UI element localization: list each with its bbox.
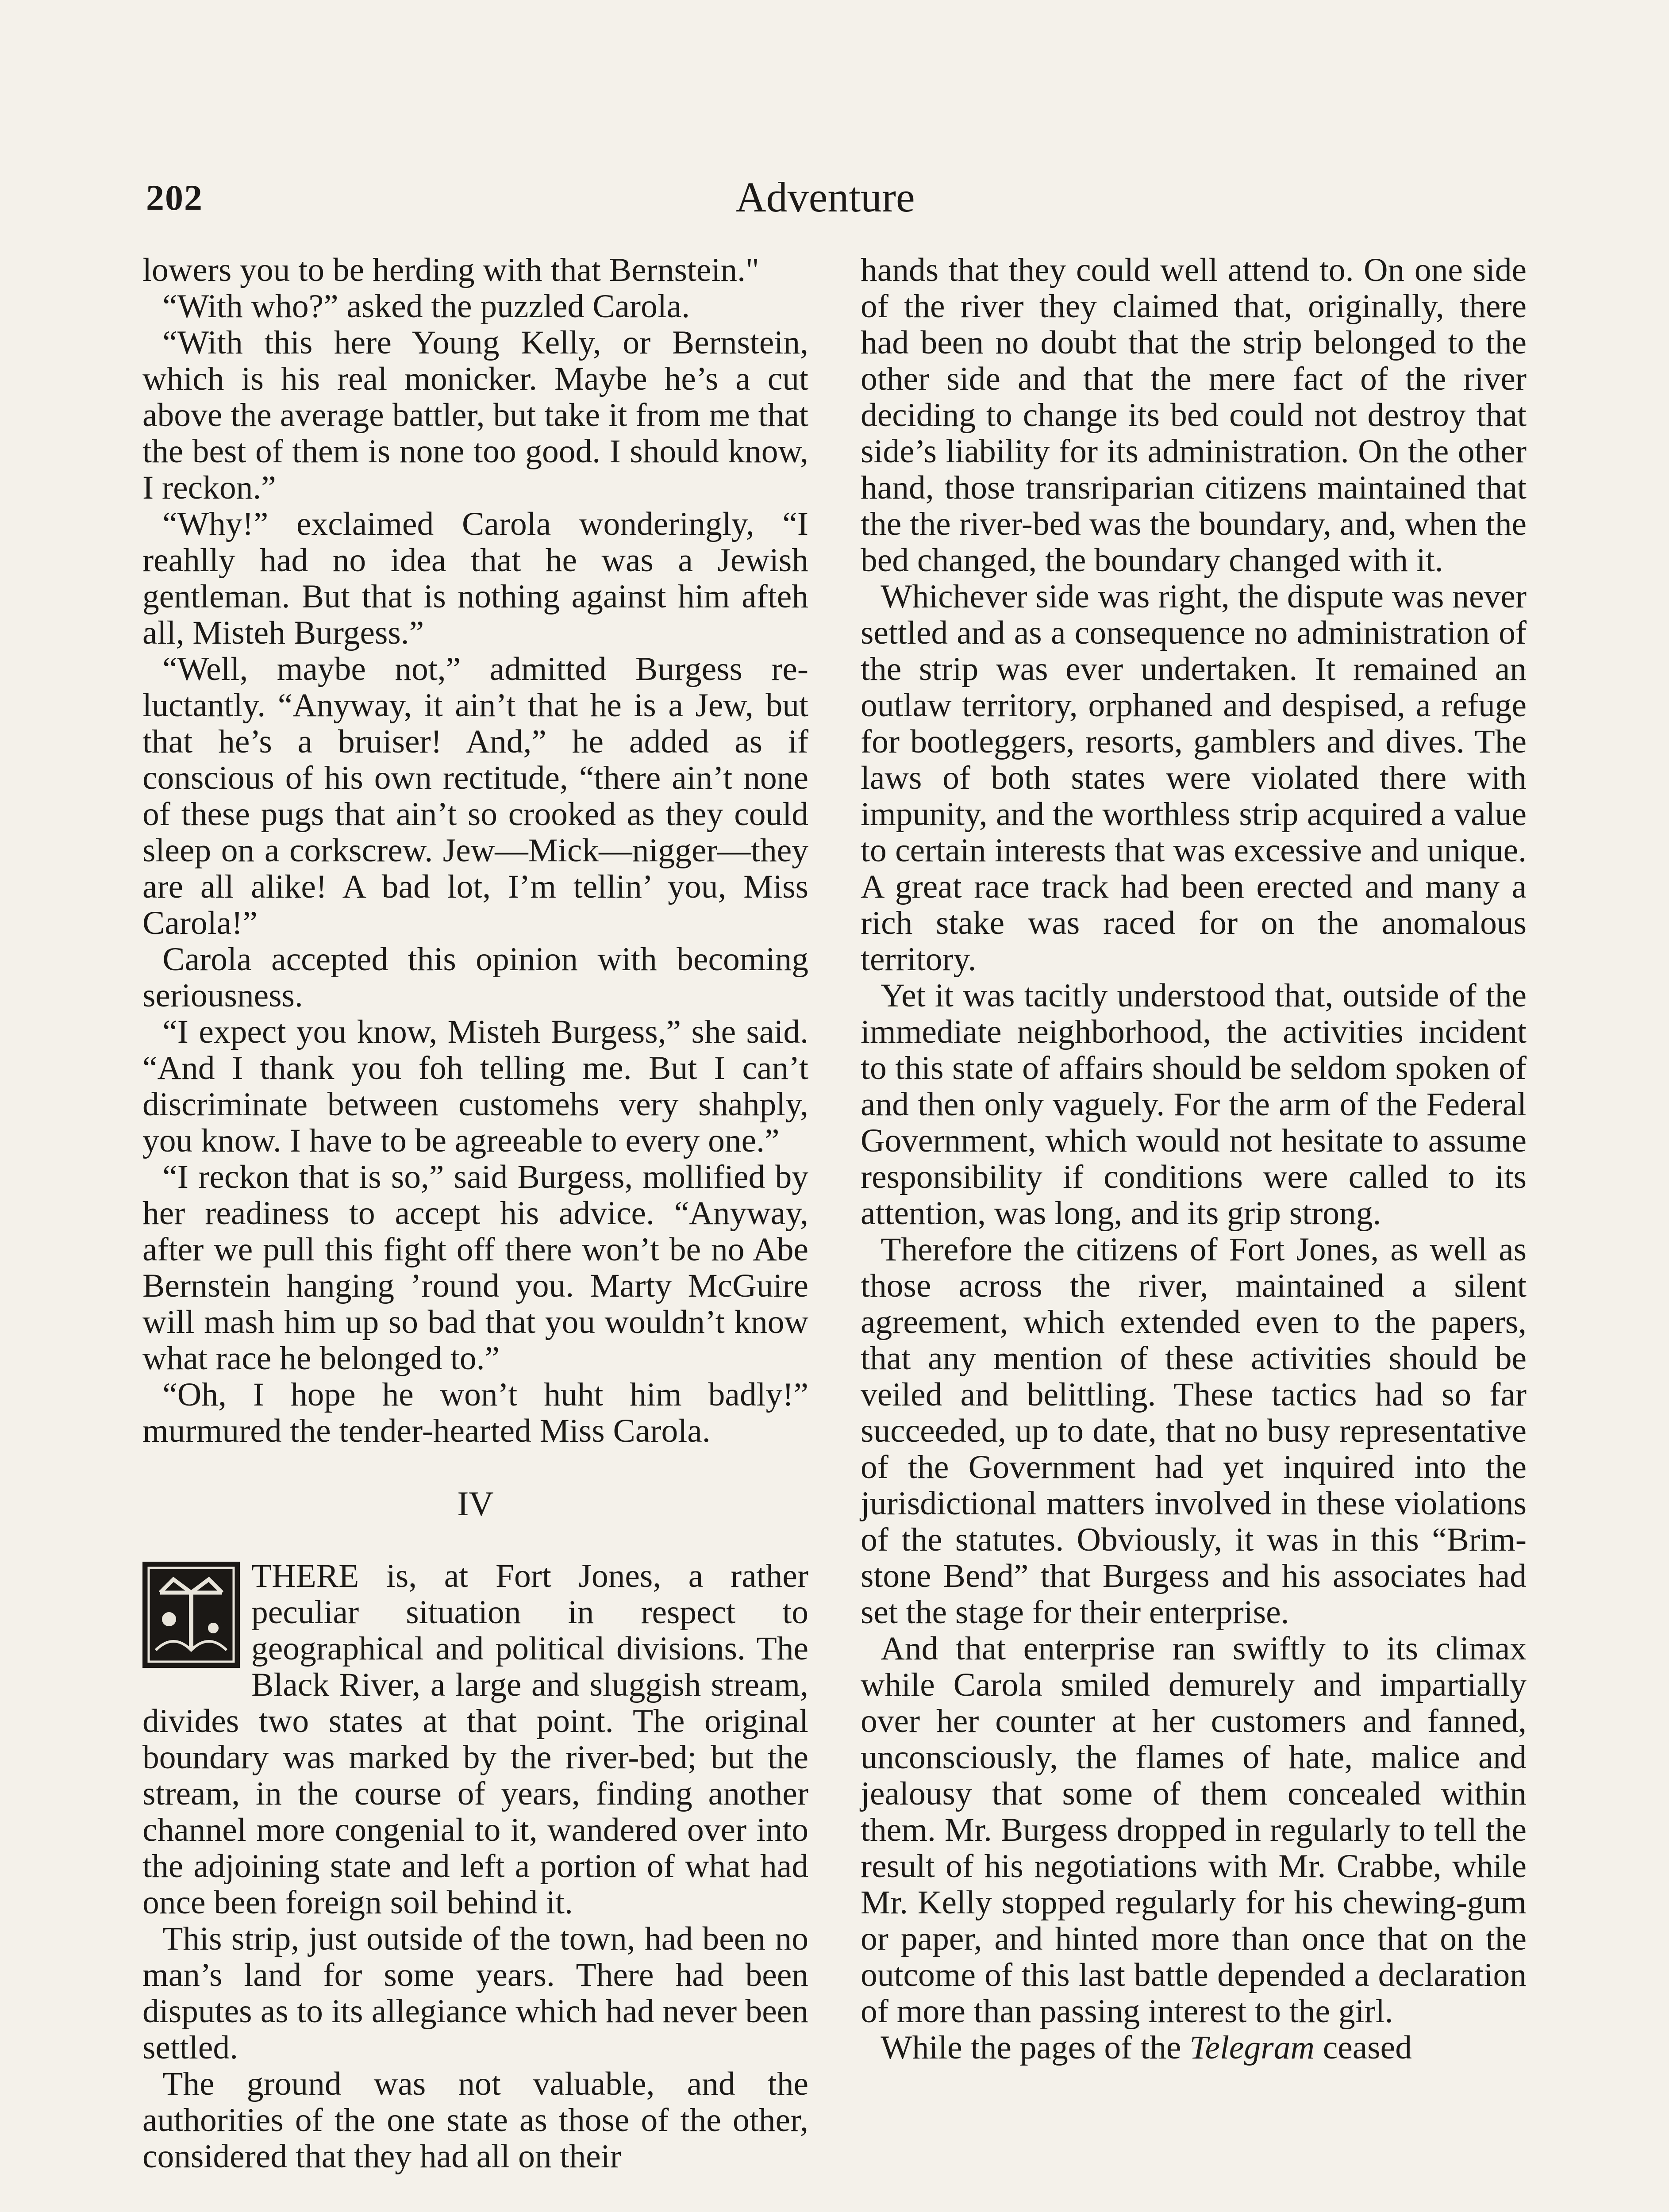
decorative-initial-art (142, 1562, 240, 1668)
paragraph: Whichever side was right, the dispute was never settled and as a consequence no administration of the strip was ever undertaken. It remained an outlaw territory, orphaned and despised, a refuge for bootleggers, resorts, gamblers and dives. The laws of both states were violated there with impunity, and the worthless strip acquired a value to certain interests that was excessive and unique. A great race track had been erected and many a rich stake was raced for on the anomalous territory. (861, 578, 1527, 978)
paragraph: “With this here Young Kelly, or Bernstein, which is his real monicker. Maybe he’s a cut above the average battler, but take it from me that the best of them is none too good. I should know, I reckon.” (142, 324, 808, 506)
magazine-title: Adventure (735, 173, 915, 221)
paragraph-last (861, 2030, 1527, 2066)
paragraph: hands that they could well attend to. On one side of the river they claimed that, originally, there had been no doubt that the strip belonged to the other side and that the mere fact of the river deciding to change its bed could not destroy that side’s liability for its administration. On the other hand, those transriparian citizens maintained that the the river-bed was the boundary, and, when the bed changed, the boundary changed with it. (861, 252, 1527, 579)
page-number: 202 (146, 177, 203, 218)
page-header (146, 173, 1504, 234)
paragraph: “Why!” exclaimed Carola wonderingly, “I reahlly had no idea that he was a Jewish gentleman. But that is nothing against him afteh all, Misteh Burgess.” (142, 506, 808, 651)
paragraph: “I expect you know, Misteh Burgess,” she said. “And I thank you foh telling me. But I can’t discriminate between customehs very shahply, you know. I have to be agreeable to every one.” (142, 1014, 808, 1159)
paragraph: And that enterprise ran swiftly to its climax while Carola smiled demurely and impartially over her counter at her customers and fanned, unconsciously, the flames of hate, malice and jealousy that some of them concealed within them. Mr. Burgess dropped in regularly to tell the result of his negotiations with Mr. Crabbe, while Mr. Kelly stopped regularly for his chewing-gum or paper, and hinted more than once that on the outcome of this last battle depended a declaration of more than passing interest to the girl. (861, 1630, 1527, 2030)
newspaper-title: Telegram (1189, 2029, 1315, 2066)
paragraph: lowers you to be herding with that Bernstein." (142, 252, 759, 288)
paragraph: Carola accepted this opinion with becoming seriousness. (142, 941, 808, 1014)
paragraph: “I reckon that is so,” said Burgess, mollified by her readiness to accept his advice. “Anyway, after we pull this fight off there won’t be no Abe Bernstein hanging ’round you. Marty McGuire will mash him up so bad that you wouldn’t know what race he belonged to.” (142, 1159, 808, 1377)
paragraph: “With who?” asked the puzzled Carola. (162, 288, 690, 325)
last-line-end: ceased (1314, 2029, 1412, 2066)
section-opening-paragraph (142, 1558, 808, 1921)
paragraph: “Well, maybe not,” admitted Burgess reluctantly. “Anyway, it ain’t that he is a Jew, but that he’s a bruiser! And,” he added as if conscious of his own rectitude, “there ain’t none of these pugs that ain’t so crooked as they could sleep on a corkscrew. Jew—Mick—nigger—they are all alike! A bad lot, I’m tellin’ you, Miss Carola!” (142, 651, 808, 941)
section-opening-text: THERE is, at Fort Jones, a rather peculiar situation in respect to geographical and political divisions. The Black River, a large and sluggish stream, divides two states at that point. The original boundary was marked by the river-bed; but the stream, in the course of years, finding another channel more congenial to it, wandered over into the adjoining state and left a portion of what had once been foreign soil behind it. (142, 1558, 808, 1921)
paragraph: The ground was not valuable, and the authorities of the one state as those of the other, considered that they had all on their (142, 2066, 808, 2175)
decorative-initial-icon (142, 1562, 240, 1668)
paragraph: Yet it was tacitly understood that, outside of the immediate neighborhood, the activities incident to this state of affairs should be seldom spoken of and then only vaguely. For the arm of the Federal Government, which would not hesitate to assume responsibility if conditions were called to its attention, was long, and its grip strong. (861, 977, 1527, 1232)
left-column (142, 252, 808, 2212)
paragraph: Therefore the citizens of Fort Jones, as well as those across the river, maintained a silent agreement, which extended even to the papers, that any mention of these activities should be veiled and belittling. These tactics had so far succeeded, up to date, that no busy representative of the Government had yet inquired into the jurisdictional matters involved in these violations of the statutes. Obviously, it was in this “Brimstone Bend” that Burgess and his associates had set the stage for their enterprise. (861, 1231, 1527, 1631)
paragraph: “Oh, I hope he won’t huht him badly!” murmured the tender-hearted Miss Carola. (142, 1376, 808, 1449)
right-column (861, 252, 1527, 2212)
section-heading: IV (457, 1484, 494, 1523)
paragraph: This strip, just outside of the town, had been no man’s land for some years. There had been disputes as to its allegiance which had never been settled. (142, 1920, 808, 2066)
last-line-start: While the pages of the (881, 2029, 1190, 2066)
